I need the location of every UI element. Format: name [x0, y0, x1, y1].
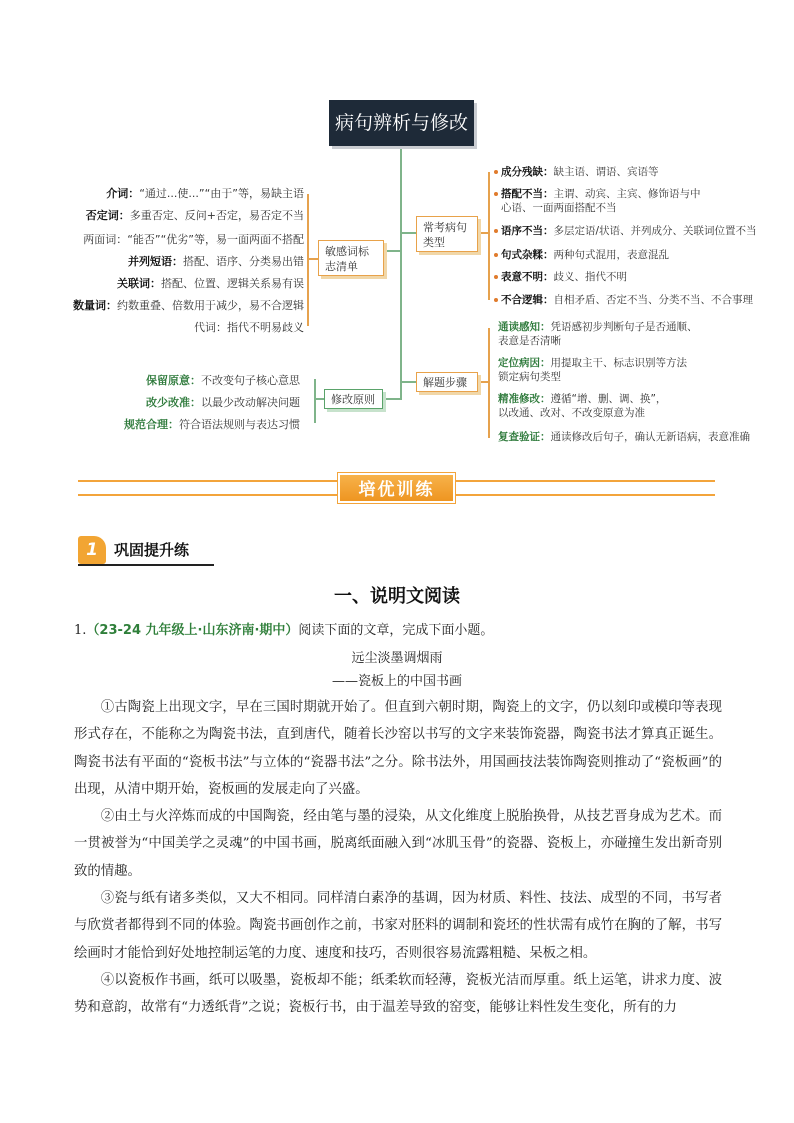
sensitive-item: 并列短语：搭配、语序、分类易出错 [128, 255, 304, 268]
sensitive-item: 两面词：“能否”“优劣”等，易一面两面不搭配 [83, 233, 304, 246]
principle-item: 改少改准：以最少改动解决问题 [146, 396, 300, 409]
banner-title: 培优训练 [338, 473, 455, 503]
branch-sentence-types: 常考病句类型 [416, 216, 478, 252]
step-item: 精准修改：遵循“增、删、调、换”， [498, 393, 667, 405]
type-item: 成分残缺：缺主语、谓语、宾语等 [501, 166, 659, 178]
article-title: 远尘淡墨调烟雨 [351, 651, 443, 666]
paragraph: ②由土与火淬炼而成的中国陶瓷，经由笔与墨的浸染，从文化维度上脱胎换骨，从技艺晋身成为艺术。而一贯被誉为“中国美学之灵魂”的中国书画，脱离纸面融入到“冰肌玉骨”的瓷器、瓷板上，亦碰撞生发出新奇别致的情趣。 [74, 809, 722, 879]
sensitive-item: 介词：“通过...使...”“由于”等，易缺主语 [106, 187, 304, 200]
paragraph: ④以瓷板作书画，纸可以吸墨，瓷板却不能；纸柔软而轻薄，瓷板光洁而厚重。纸上运笔，讲求力度、波势和意韵，故常有“力透纸背”之说；瓷板行书，由于温差导致的窑变，能够让料性发生变化，所有的力 [74, 972, 722, 1016]
branch-sensitive-words: 敏感词标志清单 [318, 240, 384, 276]
branch-principles: 修改原则 [324, 389, 383, 409]
step-item: 复查验证：通读修改后句子，确认无新语病，表意准确 [498, 431, 750, 443]
principle-item: 保留原意：不改变句子核心意思 [146, 374, 300, 387]
sensitive-item: 否定词：多重否定、反问+否定，易否定不当 [85, 209, 304, 222]
sensitive-item: 代词：指代不明易歧义 [194, 321, 304, 334]
type-item: 搭配不当：主谓、动宾、主宾、修饰语与中 [501, 188, 701, 200]
principle-item: 规范合理：符合语法规则与表达习惯 [124, 418, 300, 431]
type-item: 不合逻辑：自相矛盾、否定不当、分类不当、不合事理 [501, 294, 753, 306]
mind-map [0, 0, 794, 460]
question-stem: 1.（23-24 九年级上·山东济南·期中）阅读下面的文章，完成下面小题。 [74, 623, 494, 638]
section-title: 巩固提升练 [114, 541, 190, 559]
part-heading: 一、说明文阅读 [334, 586, 460, 607]
type-item: 表意不明：歧义、指代不明 [501, 271, 627, 283]
step-item: 通读感知：凭语感初步判断句子是否通顺、 [498, 321, 698, 333]
question-source: （23-24 九年级上·山东济南·期中） [86, 623, 299, 638]
branch-steps: 解题步骤 [416, 372, 478, 392]
section-number: 1 [78, 536, 106, 564]
type-item: 语序不当：多层定语/状语、并列成分、关联词位置不当 [501, 225, 757, 237]
paragraph: ①古陶瓷上出现文字，早在三国时期就开始了。但直到六朝时期，陶瓷上的文字，仍以刻印或模印等表现形式存在，不能称之为陶瓷书法，直到唐代，随着长沙窑以书写的文字来装饰瓷器，陶瓷书法才算真正诞生。陶瓷书法有平面的“瓷板书法”与立体的“瓷器书法”之分。除书法外，用国画技法装饰陶瓷则推动了“瓷板画”的出现，从清中期开始，瓷板画的发展走向了兴盛。 [74, 700, 722, 797]
article-body [74, 694, 722, 1022]
step-item-cont: 锁定病句类型 [498, 371, 561, 383]
paragraph: ③瓷与纸有诸多类似，又大不相同。同样清白素净的基调，因为材质、料性、技法、成型的不同，书写者与欣赏者都得到不同的体验。陶瓷书画创作之前，书家对胚料的调制和瓷坯的性状需有成竹在胸的了解，书写绘画时才能恰到好处地控制运笔的力度、速度和技巧，否则很容易流露粗糙、呆板之相。 [74, 891, 722, 961]
section-underline [78, 564, 214, 566]
step-item: 定位病因：用提取主干、标志识别等方法 [498, 357, 687, 369]
type-item: 句式杂糅：两种句式混用，表意混乱 [501, 249, 669, 261]
sensitive-item: 数量词：约数重叠、倍数用于减少，易不合逻辑 [73, 299, 304, 312]
step-item-cont: 以改通、改对、不改变原意为准 [498, 407, 645, 419]
article-subtitle: ——瓷板上的中国书画 [331, 674, 462, 689]
step-item-cont: 表意是否清晰 [498, 335, 561, 347]
mindmap-title: 病句辨析与修改 [329, 100, 474, 146]
type-item-cont: 心语、一面两面搭配不当 [501, 202, 617, 214]
sensitive-item: 关联词：搭配、位置、逻辑关系易有误 [117, 277, 304, 290]
